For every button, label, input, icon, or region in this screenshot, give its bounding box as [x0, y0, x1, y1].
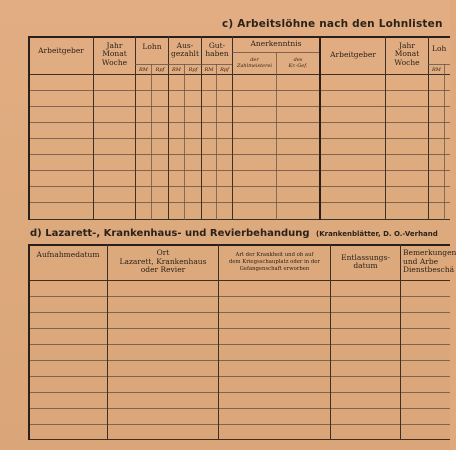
d-row-line: [28, 408, 450, 409]
c-header-ausgezahlt: Aus- gezahlt: [171, 40, 199, 58]
c-sub-col-line: [444, 64, 445, 220]
c-row-line: [28, 170, 450, 171]
c-header-anerkenntnis: Anerkenntnis: [250, 39, 302, 49]
c-row-line: [28, 154, 450, 155]
c-header-arbeitgeber-2: Arbeitgeber: [330, 49, 376, 59]
section-d-title-text: d) Lazarett-, Krankenhaus- und Revierbehandung: [30, 228, 310, 239]
section-d-subtitle: (Krankenblätter, D. O.-Verhand: [316, 230, 438, 238]
section-d-title: [30, 228, 450, 239]
d-row-line: [28, 328, 450, 329]
c-sub-col-line: [184, 64, 185, 220]
d-header-bottom: [28, 280, 450, 281]
d-row-line: [28, 392, 450, 393]
d-bottom-border: [28, 439, 450, 440]
c-bottom-border: [28, 219, 450, 220]
d-row-line: [28, 360, 450, 361]
d-header-art: Art der Krankheit und ob auf dem Kriegsschauplatz oder in der Gefangenschaft erworben: [229, 251, 320, 272]
c-row-line: [28, 90, 450, 91]
d-header-aufnahmedatum: Aufnahmedatum: [36, 249, 100, 259]
c-unit-rm: RM: [432, 66, 441, 73]
d-row-line: [28, 424, 450, 425]
c-header-krgef: des Kr.-Gef.: [288, 57, 308, 69]
c-unit-rm: RM: [204, 66, 214, 73]
c-row-line: [28, 106, 450, 107]
c-header-zahlmeisterei: der Zahlmeisterei: [236, 57, 273, 69]
d-left-border: [28, 244, 30, 440]
c-unit-rpf: Rpf: [220, 66, 229, 73]
c-sub-col-line: [216, 64, 217, 220]
c-unit-rpf: Rpf: [188, 66, 198, 73]
d-header-bemerkungen: Bemerkungen und Arbe Dienstbeschä: [403, 248, 456, 275]
c-header-jahr: Jahr Monat Woche: [101, 40, 128, 67]
c-unit-rpf: Rpf: [155, 66, 165, 73]
c-header-jahr-2: Jahr Monat Woche: [394, 40, 420, 67]
c-row-line: [28, 186, 450, 187]
d-row-line: [28, 312, 450, 313]
c-header-guthaben: Gut- haben: [205, 40, 229, 58]
d-header-entlassung: Entlassungs- datum: [341, 252, 390, 270]
c-row-line: [28, 122, 450, 123]
c-sub-col-line: [151, 64, 152, 220]
section-c-title: c) Arbeitslöhne nach den Lohnlisten: [222, 18, 443, 30]
c-header-arbeitgeber: Arbeitgeber: [38, 45, 84, 55]
c-header-lohn-2: Loh: [432, 43, 447, 53]
c-header-bottom: [28, 74, 450, 75]
c-header-lohn: Lohn: [142, 41, 162, 51]
c-row-line: [28, 138, 450, 139]
c-sub-col-line: [276, 52, 277, 220]
d-row-line: [28, 296, 450, 297]
c-row-line: [28, 202, 450, 203]
d-row-line: [28, 376, 450, 377]
c-unit-rm: RM: [172, 66, 181, 73]
d-row-line: [28, 344, 450, 345]
d-header-ort: Ort Lazarett, Krankenhaus oder Revier: [119, 248, 207, 275]
c-unit-rm: RM: [139, 66, 148, 73]
